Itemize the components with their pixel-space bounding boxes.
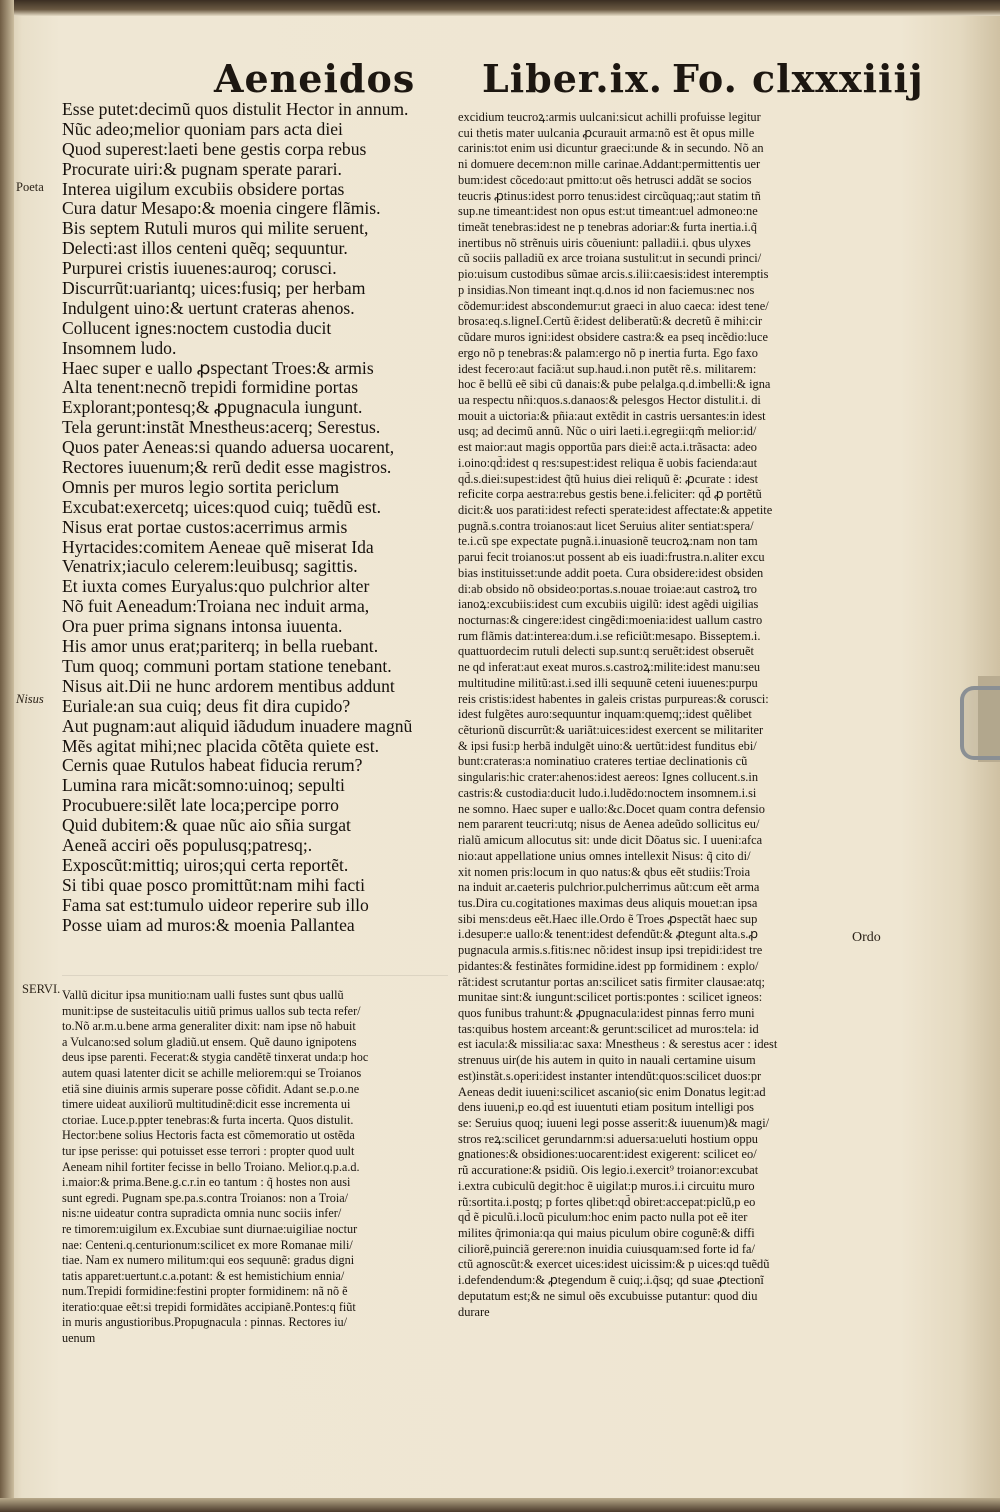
commentary-line: quattuordecim rutuli delecti sup.sunt:q seruẽt:idest obseruẽt bbox=[458, 644, 754, 659]
commentary-line: hoc ẽ bellũ eẽ sibi cũ danais:& pube pelalga.q.d.imbelli:& igna bbox=[458, 377, 771, 392]
commentary-line: te.i.cũ spe expectate pugnã.i.inuasionẽ teucroꝝ:nam non tam bbox=[458, 534, 758, 549]
commentary-line: est maior:aut magis opportũa pars diei:ẽ acta.i.trãsacta: adeo bbox=[458, 440, 757, 455]
verse-line: Excubat:exercetq; uices:quod cuiq; tuẽdũ est. bbox=[62, 497, 382, 517]
verse-line: Interea uigilum excubiis obsidere portas bbox=[62, 179, 345, 199]
verse-line: Haec super e uallo ꝓspectant Troes:& armis bbox=[62, 358, 374, 378]
commentary-line: tus.Dira cu.cogitationes maximas deus aliquis mouet:an ipsa bbox=[458, 895, 758, 910]
servius-line: a Vulcano:sed solum gladiũ.ut ensem. Quẽ dauno ignipotens bbox=[62, 1034, 357, 1049]
servius-line: nae: Centeni.q.centurionum:scilicet ex more Romanae mili/ bbox=[62, 1237, 353, 1252]
verse-line: Discurrũt:uariantq; uices:fusiq; per herbam bbox=[62, 279, 366, 299]
verse-line: Cernis quae Rutulos habeat fiducia rerum? bbox=[62, 756, 363, 776]
verse-line: Tum quoq; communi portam statione tenebant. bbox=[62, 656, 392, 676]
commentary-line: idest fulgẽtes auro:sequuntur inquam:quemq;:idest quẽlibet bbox=[458, 707, 752, 722]
servius-line: munit:ipse de susteitaculis uitiũ primus uallos sub tecta refer/ bbox=[62, 1003, 361, 1018]
verse-line: Procubuere:silẽt late loca;percipe porro bbox=[62, 796, 339, 816]
commentary-line: stros reꝝ:scilicet gerundarnm:si aduersa:ueluti hostium oppu bbox=[458, 1131, 758, 1146]
commentary-line: dens iuueni,p eo.qd̃ est iuuentuti etiam positum intelligi pos bbox=[458, 1100, 754, 1115]
commentary-line: deputatum est;& ne simul oẽs excubuisse putantur: quod diu bbox=[458, 1288, 758, 1303]
commentary-line: ua respectu nñi:quos.s.danaos:& pelesgos Hector distulit.i. di bbox=[458, 392, 761, 407]
verse-line: Nisus ait.Dii ne hunc ardorem mentibus addunt bbox=[62, 676, 395, 696]
verse-line: Quod superest:laeti bene gestis corpa rebus bbox=[62, 139, 367, 159]
commentary-line: ni domuere decem:non mille carinae.Addant:permittentis uer bbox=[458, 157, 761, 172]
commentary-line: i.extra cubiculũ degit:hoc ẽ uigilat:p muros.i.i circuitu muro bbox=[458, 1178, 755, 1193]
commentary-column bbox=[458, 110, 842, 1320]
commentary-line: cui thetis mater uulcania ꝓcurauit arma:nõ est ẽt opus mille bbox=[458, 125, 755, 140]
verse-line: Fama sat est:tumulo uideor reperire sub illo bbox=[62, 895, 369, 915]
commentary-line: multitudine militũ:ast.i.sed illi sequunẽ ceteni iuuenes:purpu bbox=[458, 675, 758, 690]
page-gutter bbox=[0, 0, 14, 1512]
running-head-book: Liber.ix. bbox=[482, 56, 663, 101]
servius-line: tiae. Nam ex numero militum:qui eos sequunẽ: gradus digni bbox=[62, 1253, 355, 1268]
verse-line: Explorant;pontesq;& ꝓpugnacula iungunt. bbox=[62, 398, 363, 418]
commentary-line: carinis:tot enim usi dicuntur graeci:unde & in secundo. Nõ an bbox=[458, 141, 764, 156]
commentary-line: rũ:sortita.i.postq; p fortes qlibet:qd̃ obiret:accepat:piclũ,p eo bbox=[458, 1194, 756, 1209]
verse-line: Hyrtacides:comitem Aeneae quẽ miserat Ida bbox=[62, 537, 374, 557]
commentary-line: inertibus nõ strẽnuis uiris cõueniunt: palladii.i. qbus ulyxes bbox=[458, 235, 751, 250]
commentary-line: bunt:crateras:a nominatiuo crateres tertiae declinationis cũ bbox=[458, 754, 748, 769]
commentary-line: mouit a uictoria:& pñia:aut extẽdit in castris uersantes:in idest bbox=[458, 408, 766, 423]
verse-line: Nõ fuit Aeneadum:Troiana nec induit arma, bbox=[62, 597, 370, 617]
commentary-line: ianoꝝ:excubiis:idest cum excubiis uigilũ: idest agẽdi uigilias bbox=[458, 597, 759, 612]
verse-line: Si tibi quae posco promittũt:nam mihi facti bbox=[62, 875, 365, 895]
commentary-line: tas:quibus hostem arceant:& gerunt:scilicet ad muros:tela: id bbox=[458, 1021, 759, 1036]
commentary-line: i.desuper:e uallo:& tenent:idest defendũt:& ꝓtegunt alta.s.ꝓ bbox=[458, 927, 758, 942]
verse-line: Cura datur Mesapo:& moenia cingere flãmis. bbox=[62, 199, 381, 219]
commentary-line: cũdare muros igni:idest obsidere castra:& ea pseq incẽdio:luce bbox=[458, 330, 769, 345]
verse-line: Posse uiam ad muros:& moenia Pallantea bbox=[62, 915, 355, 935]
verse-line: Euriale:an sua cuiq; deus fit dira cupido? bbox=[62, 696, 351, 716]
servius-line: timere uideat auxiliorũ multitudinẽ:dicit esse incrementa ui bbox=[62, 1097, 351, 1112]
commentary-line: i.defendendum:& ꝓtegendum ẽ cuiq;.i.q̃sq; qd suae ꝓtectionĩ bbox=[458, 1273, 764, 1288]
verse-line: Ora puer prima signans intonsa iuuenta. bbox=[62, 617, 343, 637]
commentary-line: rialũ amicum allocutus sit: unde dicit Dõatus sic. I uueni:afca bbox=[458, 833, 763, 848]
commentary-line: parui fecit troianos:ut possent ab eis iuadi:frustra.n.aliter excu bbox=[458, 550, 765, 565]
page-top-edge bbox=[0, 0, 1000, 16]
verse-line: Rectores iuuenum;& rerũ dedit esse magistros. bbox=[62, 458, 392, 478]
commentary-line: reis cristis:idest habentes in galeis cristas purpureas:& corusci: bbox=[458, 691, 769, 706]
commentary-line: cũ sociis palladiũ ex arce troiana sustulit:ut in secundi princi/ bbox=[458, 251, 762, 266]
commentary-line: bias instituisset:unde addit poeta. Cura obsidere:idest obsiden bbox=[458, 565, 764, 580]
commentary-line: est)instãt.s.operi:idest instanter intendũt:quos:scilicet duos:pr bbox=[458, 1068, 762, 1083]
commentary-line: timeãt tenebras:idest ne p tenebras adoriar:& furta inertia.i.q̃ bbox=[458, 220, 757, 235]
margin-note-poeta: Poeta bbox=[16, 180, 44, 194]
servius-line: num.Trepidi formidine:festini propter formidinem: nã nõ ẽ bbox=[62, 1284, 348, 1299]
column-divider bbox=[62, 975, 448, 976]
commentary-line: quos funibus trahunt:& ꝓpugnacula:idest pinnas ferro muni bbox=[458, 1005, 755, 1020]
commentary-line: teucris ꝓtinus:idest porro tenus:idest circũquaq;:aut statim tñ bbox=[458, 188, 761, 203]
commentary-line: & ipsi fusi:p herbã indulgẽt uino:& uertũt:idest funditus ebi/ bbox=[458, 738, 757, 753]
verse-line: Purpurei cristis iuuenes:auroq; corusci. bbox=[62, 259, 337, 279]
verse-line: Mẽs agitat mihi;nec placida cõtẽta quiete est. bbox=[62, 736, 380, 756]
commentary-line: qd̃.s.diei:supest:idest q̃tũ huius diei reliquũ ẽ: ꝓcurate : idest bbox=[458, 471, 759, 486]
commentary-line: se: Seruius quoq; iuueni legi posse asserit:& iuuenum)& magi/ bbox=[458, 1116, 770, 1130]
servius-line: in muris angustioribus.Propugnacula : pinnas. Rectores iu/ bbox=[62, 1315, 348, 1330]
verse-line: Procurate uiri:& pugnam sperate parari. bbox=[62, 159, 342, 179]
verse-line: Collucent ignes:noctem custodia ducit bbox=[62, 318, 332, 338]
commentary-line: sup.ne timeant:idest non opus est:ut timeant:uel admoneo:ne bbox=[458, 204, 758, 219]
commentary-line: na induit ar.caeteris pulchrior.pulcherrimus aũt:cum eẽt arma bbox=[458, 880, 760, 895]
commentary-line: singularis:hic crater:ahenos:idest aereos: Ignes collucent.s.in bbox=[458, 770, 759, 785]
verse-line: Exposcũt:mittiq; uiros;qui certa reportẽt. bbox=[62, 855, 349, 875]
servius-line: Vallũ dicitur ipsa munitio:nam ualli fustes sunt qbus uallũ bbox=[62, 988, 344, 1002]
commentary-line: i.oino:qd̃:idest q res:supest:idest reliqua ẽ uobis facienda:aut bbox=[458, 455, 758, 470]
folio-number: Fo. clxxxiiij bbox=[672, 56, 924, 101]
verse-line: Lumina rara micãt:somno:uinoq; sepulti bbox=[62, 776, 345, 796]
commentary-line: cẽturionũ discurrũt:& uariãt:uices:idest exercent se militariter bbox=[458, 723, 764, 738]
verse-line: Aeneã acciri oẽs populusq;patresq;. bbox=[62, 835, 313, 855]
verse-line: Aut pugnam:aut aliquid iãdudum inuadere magnũ bbox=[62, 716, 413, 736]
commentary-line: ne somno. Haec super e uallo:&c.Docet quam contra defensio bbox=[458, 801, 765, 816]
running-head-title: Aeneidos bbox=[214, 56, 416, 101]
page-bottom-edge bbox=[0, 1498, 1000, 1512]
verse-line: Esse putet:decimũ quos distulit Hector in annum. bbox=[62, 100, 409, 119]
servius-line: nis:ne uideatur contra supradicta omnia nunc sociis infer/ bbox=[62, 1206, 342, 1221]
verse-line: Nisus erat portae custos:acerrimus armis bbox=[62, 517, 348, 537]
commentary-line: reficite corpa aestra:rebus gestis bene.i.feliciter: qd̃ ꝓ portẽtũ bbox=[458, 487, 762, 502]
commentary-line: dicit:& uos parati:idest refecti sperate:idest affectate:& appetite bbox=[458, 502, 773, 517]
commentary-line: gnationes:& obsidiones:uocarent:idest exigerent: scilicet eo/ bbox=[458, 1147, 757, 1162]
margin-note-ordo: Ordo bbox=[852, 930, 881, 945]
commentary-line: pugnã.s.contra troianos:aut licet Seruius aliter sentiat:spera/ bbox=[458, 518, 754, 533]
verse-line: Omnis per muros legio sortita periclum bbox=[62, 477, 340, 497]
commentary-line: qd̃ ẽ piculũ.i.locũ piculum:hoc enim pacto nulla pot eẽ iter bbox=[458, 1210, 748, 1225]
verse-line: Quos pater Aeneas:si quando aduersa uocarent, bbox=[62, 438, 395, 458]
verse-line: Indulgent uino:& uertunt crateras ahenos. bbox=[62, 298, 355, 318]
commentary-line: nem pararent teucri:utq; nisus de Aenea adeũdo sollicitus eu/ bbox=[458, 817, 760, 832]
commentary-line: nocturnas:& cingere:idest cingẽdi:moenia:idest uallum castro bbox=[458, 613, 763, 627]
commentary-line: p insidias.Non timeant inqt.q.d.nos id non faciemus:nec nos bbox=[458, 282, 755, 297]
verse-line: Bis septem Rutuli muros qui milite seruent, bbox=[62, 219, 369, 239]
verse-line: Tela gerunt:instãt Mnestheus:acerq; Serestus. bbox=[62, 418, 381, 438]
servius-line: autem quasi latenter dicit se achille meliorem:qui se Troianos bbox=[62, 1065, 362, 1080]
verse-line: Alta tenent:necnõ trepidi formidine portas bbox=[62, 378, 359, 398]
commentary-line: pidantes:& festinãtes formidine.idest pp formidinem : explo/ bbox=[458, 958, 759, 973]
commentary-line: nio:aut appellatione unius omnes intellexit Nisus: q̃ cito di/ bbox=[458, 848, 751, 863]
servius-line: uenum bbox=[62, 1331, 96, 1346]
verse-column bbox=[62, 100, 448, 935]
verse-line: Et iuxta comes Euryalus:quo pulchrior alter bbox=[62, 577, 370, 597]
commentary-line: pio:uisum custodibus sũmae arcis.s.ilii:caesis:idest interemptis bbox=[458, 267, 769, 282]
commentary-line: ctũ agnoscũt:& exercet uices:idest uicissim:& p uices:qd tuẽdũ bbox=[458, 1257, 770, 1272]
servius-line: iteratio:quae eẽt:si trepidi formidãtes accipianẽ.Pontes:q fiũt bbox=[62, 1299, 356, 1314]
commentary-line: brosa:eq.s.ligneI.Certũ ẽ:idest deliberatũ:& decretũ ẽ mihi:cir bbox=[458, 314, 763, 329]
servius-line: etiã sine diuinis armis superare posse cõfidit. Adant se.p.o.ne bbox=[62, 1081, 360, 1096]
commentary-line: pugnacula armis.s.fitis:nec nõ:idest insup ipsi trepidi:idest tre bbox=[458, 943, 763, 958]
servius-line: re timorem:uigilum ex.Excubiae sunt diurnae:uigiliae noctur bbox=[62, 1221, 358, 1236]
commentary-line: castris:& custodia:ducit ludo.i.ludẽdo:noctem insomnem.i.si bbox=[458, 785, 757, 800]
commentary-line: est iacula:& missilia:ac saxa: Mnestheus : & serestus acer : idest bbox=[458, 1037, 778, 1052]
commentary-line: idest fecero:aut faciã:ut sup.haud.i.non putẽt rẽ.s. militarem: bbox=[458, 361, 757, 376]
servius-commentary bbox=[62, 988, 448, 1347]
commentary-line: munitae sint:& iungunt:scilicet portis:pontes : scilicet igneos: bbox=[458, 990, 763, 1005]
verse-line: Quid dubitem:& quae nũc aio sñia surgat bbox=[62, 816, 351, 836]
verse-line: His amor unus erat;pariterq; in bella ruebant. bbox=[62, 637, 379, 657]
commentary-line: cõdemur:idest abscondemur:ut graeci in aluo caeca: idest tene/ bbox=[458, 298, 769, 313]
servius-line: tatis apparet:uertunt.c.a.potant: & est hemistichium ennia/ bbox=[62, 1268, 345, 1283]
verse-line: Nũc adeo;melior quoniam pars acta diei bbox=[62, 119, 343, 139]
servius-line: tur ipse perisse: qui potuisset esse terrori : propter quod uult bbox=[62, 1143, 355, 1158]
servius-line: Aeneam nihil fortiter fecisse in bello Troiano. Melior.q.p.a.d. bbox=[62, 1159, 360, 1174]
servius-line: Hector:bene solius Hectoris facta est cõmemoratio ut ostẽda bbox=[62, 1128, 355, 1143]
commentary-line: rũ accuratione:& psidiũ. Ois legio.i.exercit⁹ troianor:excubat bbox=[458, 1163, 759, 1178]
servius-line: to.Nõ ar.m.u.bene arma generaliter dixit: nam ipse nõ habuit bbox=[62, 1019, 356, 1034]
commentary-line: ne qd inferat:aut exeat muros.s.castroꝝ:milite:idest manu:seu bbox=[458, 660, 761, 675]
verse-line: Delecti:ast illos centeni quẽq; sequuntur. bbox=[62, 239, 348, 259]
margin-note-servius: SERVI. bbox=[22, 982, 61, 996]
commentary-line: milites q̃rimonia:qa qui maius piculum obire cogunẽ:& diffi bbox=[458, 1226, 755, 1241]
margin-note-nisus: Nisus bbox=[16, 692, 44, 706]
servius-line: deus ipse parenti. Fecerat:& stygia candẽtẽ tinxerat unda:p hoc bbox=[62, 1050, 369, 1065]
commentary-line: usq; ad decimũ annũ. Nũc o uiri laeti.i.egregii:qm̃ melior:id/ bbox=[458, 424, 757, 439]
commentary-line: excidium teucroꝝ:armis uulcani:sicut achilli profuisse legitur bbox=[458, 110, 761, 124]
servius-line: sunt egredi. Pugnam spe.pa.s.contra Troianos: non a Troia/ bbox=[62, 1190, 349, 1205]
commentary-line: xit nomen pris:locum in quo natus:& qbus eẽt studiis:Troia bbox=[458, 864, 751, 879]
commentary-line: strenuus uir(de his autem in quito in nauali certamine uisum bbox=[458, 1053, 756, 1068]
commentary-line: durare bbox=[458, 1304, 490, 1319]
commentary-line: ciliorẽ,puinciã gerere:non inuidia cuiusquam:sed forte id fa/ bbox=[458, 1241, 755, 1256]
servius-line: ctoriae. Luce.p.ppter tenebras:& furta incerta. Quos distulit. bbox=[62, 1112, 354, 1127]
commentary-line: bum:idest cõcedo:aut pmitto:ut oẽs hetrusci addãt se socios bbox=[458, 172, 752, 187]
verse-line: Insomnem ludo. bbox=[62, 338, 177, 358]
paper-clip bbox=[960, 686, 1000, 760]
commentary-line: ergo nõ p tenebras:& palam:ergo nõ p inertia furta. Ego faxo bbox=[458, 345, 758, 360]
commentary-line: sibi mens:deus eẽt.Haec ille.Ordo ẽ Troes ꝓspectãt haec sup bbox=[458, 911, 758, 926]
servius-line: i.maior:& prima.Bene.g.c.r.in eo tantum : q̃ hostes non ausi bbox=[62, 1175, 351, 1190]
commentary-line: rum flãmis dat:interea:dum.i.se reficiũt:mesapo. Bisseptem.i. bbox=[458, 628, 761, 643]
commentary-line: di:ab obsido nõ obsideo:portas.s.nouae troiae:aut castroꝝ tro bbox=[458, 581, 757, 596]
verse-line: Venatrix;iaculo celerem:leuibusq; sagittis. bbox=[62, 557, 358, 577]
commentary-line: Aeneas dedit iuueni:scilicet ascanio(sic enim Donatus legit:ad bbox=[458, 1084, 766, 1099]
commentary-line: rãt:idest scrutantur portas an:scilicet satis firmiter clausae:atq; bbox=[458, 974, 765, 989]
